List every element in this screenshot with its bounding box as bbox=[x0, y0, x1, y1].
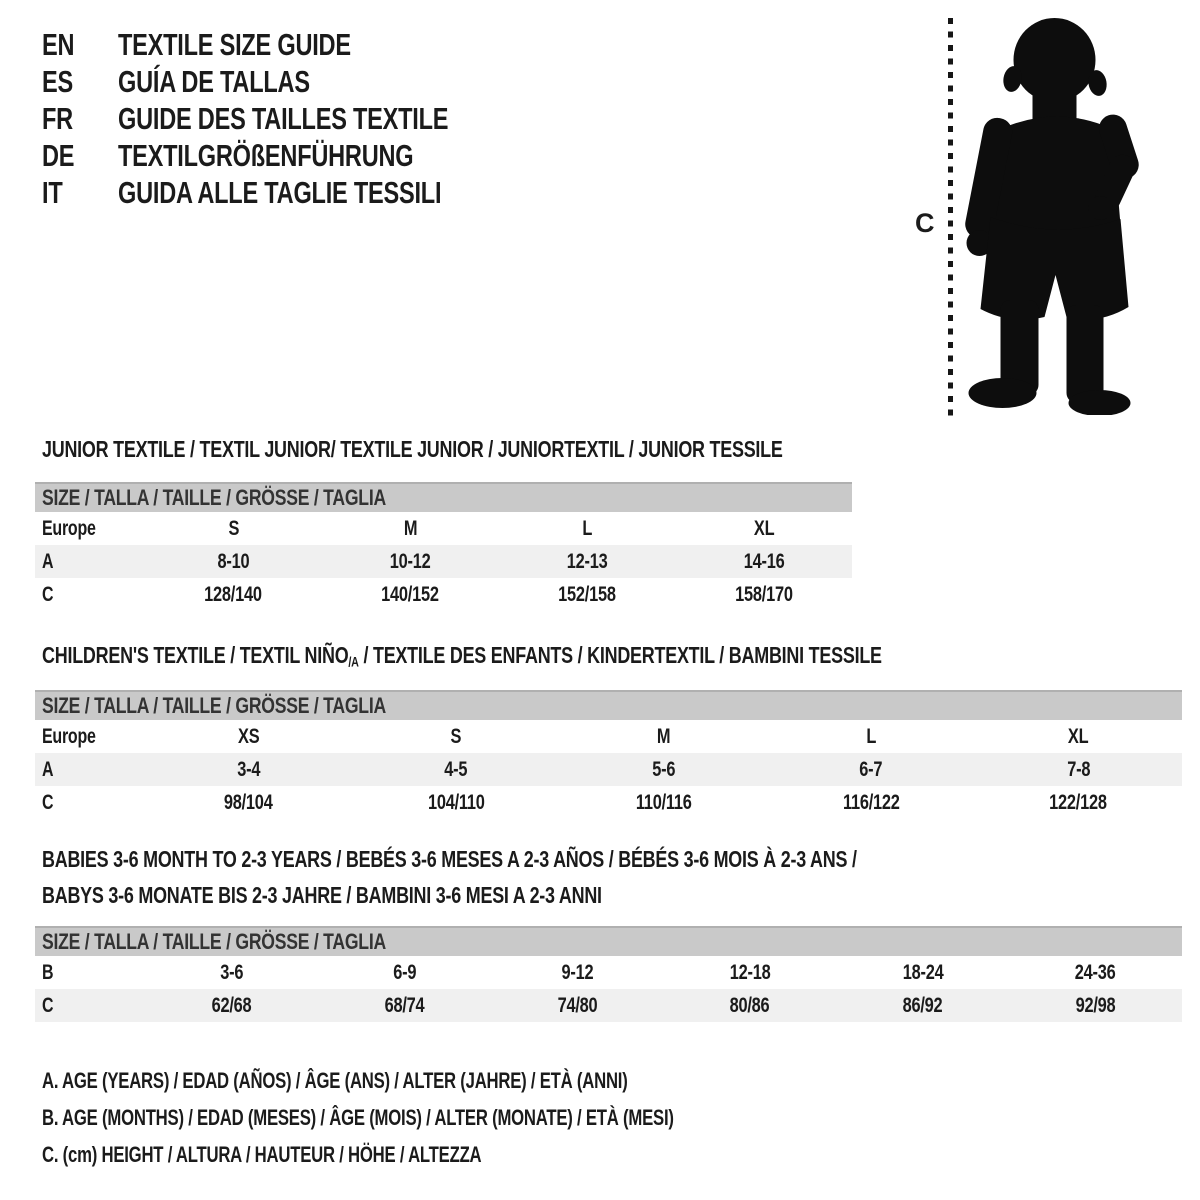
legend-line-b: B. AGE (MONTHS) / EDAD (MESES) / ÂGE (MOIS) / ALTER (MONATE) / ETÀ (MESI) bbox=[42, 1104, 674, 1130]
measure-legend bbox=[42, 1062, 873, 1173]
table-cell: 6-9 bbox=[392, 960, 416, 984]
section-title-junior: JUNIOR TEXTILE / TEXTIL JUNIOR/ TEXTILE JUNIOR / JUNIORTEXTIL / JUNIOR TESSILE bbox=[42, 436, 783, 462]
language-row-fr bbox=[42, 100, 553, 137]
table-cell: M bbox=[403, 516, 417, 540]
table-cell: S bbox=[450, 724, 462, 748]
table-cell: 12-13 bbox=[566, 549, 608, 573]
language-code: DE bbox=[42, 137, 75, 173]
title-part: CHILDREN'S TEXTILE / TEXTIL NIÑO bbox=[42, 642, 349, 668]
page-title-de: TEXTILGRÖßENFÜHRUNG bbox=[118, 137, 414, 173]
table-size-header: SIZE / TALLA / TAILLE / GRÖSSE / TAGLIA bbox=[35, 482, 852, 512]
table-cell: 140/152 bbox=[381, 582, 439, 606]
table-cell: 24-36 bbox=[1075, 960, 1116, 984]
table-size-header: SIZE / TALLA / TAILLE / GRÖSSE / TAGLIA bbox=[35, 690, 1182, 720]
table-row-a bbox=[35, 753, 1182, 786]
page-title-fr: GUIDE DES TAILLES TEXTILE bbox=[118, 100, 449, 136]
table-cell: 62/68 bbox=[211, 993, 252, 1017]
section-title-babies bbox=[42, 846, 1087, 918]
table-row-a bbox=[35, 545, 852, 578]
table-row-europe bbox=[35, 720, 1182, 753]
table-row-c bbox=[35, 989, 1182, 1022]
table-cell: 9-12 bbox=[561, 960, 593, 984]
table-cell: S bbox=[228, 516, 239, 540]
page-title-en: TEXTILE SIZE GUIDE bbox=[118, 26, 351, 62]
language-row-en bbox=[42, 26, 553, 63]
language-row-de bbox=[42, 137, 553, 174]
table-cell: XS bbox=[238, 724, 260, 748]
table-cell: 92/98 bbox=[1075, 993, 1116, 1017]
table-cell: XL bbox=[1068, 724, 1089, 748]
table-row-europe bbox=[35, 512, 852, 545]
table-cell: 68/74 bbox=[384, 993, 425, 1017]
table-cell: 14-16 bbox=[743, 549, 784, 573]
height-dashed-line bbox=[948, 18, 953, 416]
legend-line-a: A. AGE (YEARS) / EDAD (AÑOS) / ÂGE (ANS) / ALTER (JAHRE) / ETÀ (ANNI) bbox=[42, 1067, 628, 1093]
section-title-children bbox=[42, 642, 1119, 675]
legend-line-c: C. (cm) HEIGHT / ALTURA / HAUTEUR / HÖHE / ALTEZZA bbox=[42, 1141, 482, 1167]
title-line-2: BABYS 3-6 MONATE BIS 2-3 JAHRE / BAMBINI 3-6 MESI A 2-3 ANNI bbox=[42, 882, 602, 908]
language-code: FR bbox=[42, 100, 73, 136]
table-cell: 8-10 bbox=[217, 549, 250, 573]
table-size-header: SIZE / TALLA / TAILLE / GRÖSSE / TAGLIA bbox=[35, 926, 1182, 956]
table-cell: M bbox=[656, 724, 671, 748]
measure-label-c: C bbox=[915, 208, 935, 238]
table-cell: 104/110 bbox=[427, 790, 485, 814]
children-size-table bbox=[35, 690, 1182, 819]
title-part: / TEXTILE DES ENFANTS / KINDERTEXTIL / BAMBINI TESSILE bbox=[358, 642, 882, 668]
table-cell: 158/170 bbox=[734, 582, 793, 606]
table-cell: 80/86 bbox=[729, 993, 770, 1017]
row-label: C bbox=[42, 582, 54, 606]
babies-size-table bbox=[35, 926, 1182, 1022]
table-cell: 5-6 bbox=[652, 757, 675, 781]
language-code: IT bbox=[42, 174, 63, 210]
table-row-c bbox=[35, 786, 1182, 819]
row-label: A bbox=[42, 549, 54, 573]
row-label: C bbox=[42, 790, 54, 814]
table-cell: 6-7 bbox=[859, 757, 883, 781]
junior-size-table bbox=[35, 482, 852, 611]
title-line-1: BABIES 3-6 MONTH TO 2-3 YEARS / BEBÉS 3-6 MESES A 2-3 AÑOS / BÉBÉS 3-6 MOIS À 2-3 ANS / bbox=[42, 846, 857, 872]
table-cell: 98/104 bbox=[224, 790, 274, 814]
height-measure-figure bbox=[905, 12, 1165, 422]
language-row-es bbox=[42, 63, 553, 100]
table-cell: 10-12 bbox=[389, 549, 431, 573]
table-cell: 128/140 bbox=[204, 582, 263, 606]
table-cell: 4-5 bbox=[444, 757, 468, 781]
table-cell: 86/92 bbox=[902, 993, 943, 1017]
table-cell: 18-24 bbox=[902, 960, 944, 984]
table-row-c bbox=[35, 578, 852, 611]
language-code: EN bbox=[42, 26, 75, 62]
table-cell: 7-8 bbox=[1066, 757, 1090, 781]
language-row-it bbox=[42, 174, 553, 211]
row-label: B bbox=[42, 960, 54, 984]
row-label: Europe bbox=[42, 516, 96, 540]
row-label: Europe bbox=[42, 724, 96, 748]
row-label: A bbox=[42, 757, 54, 781]
table-cell: 116/122 bbox=[842, 790, 900, 814]
toddler-silhouette-icon bbox=[963, 15, 1141, 415]
row-label: C bbox=[42, 993, 54, 1017]
page-title-it: GUIDA ALLE TAGLIE TESSILI bbox=[118, 174, 442, 210]
language-code: ES bbox=[42, 63, 73, 99]
title-subscript: /A bbox=[348, 654, 359, 670]
table-cell: 74/80 bbox=[557, 993, 597, 1017]
table-cell: XL bbox=[753, 516, 774, 540]
table-cell: 152/158 bbox=[558, 582, 616, 606]
table-cell: 3-4 bbox=[237, 757, 261, 781]
table-cell: 122/128 bbox=[1049, 790, 1108, 814]
page-title-es: GUÍA DE TALLAS bbox=[118, 63, 310, 99]
table-cell: 110/116 bbox=[635, 790, 692, 814]
table-cell: 3-6 bbox=[219, 960, 243, 984]
table-cell: 12-18 bbox=[729, 960, 771, 984]
language-title-list bbox=[42, 26, 553, 211]
table-cell: L bbox=[581, 516, 592, 540]
table-row-b bbox=[35, 956, 1182, 989]
table-cell: L bbox=[866, 724, 876, 748]
